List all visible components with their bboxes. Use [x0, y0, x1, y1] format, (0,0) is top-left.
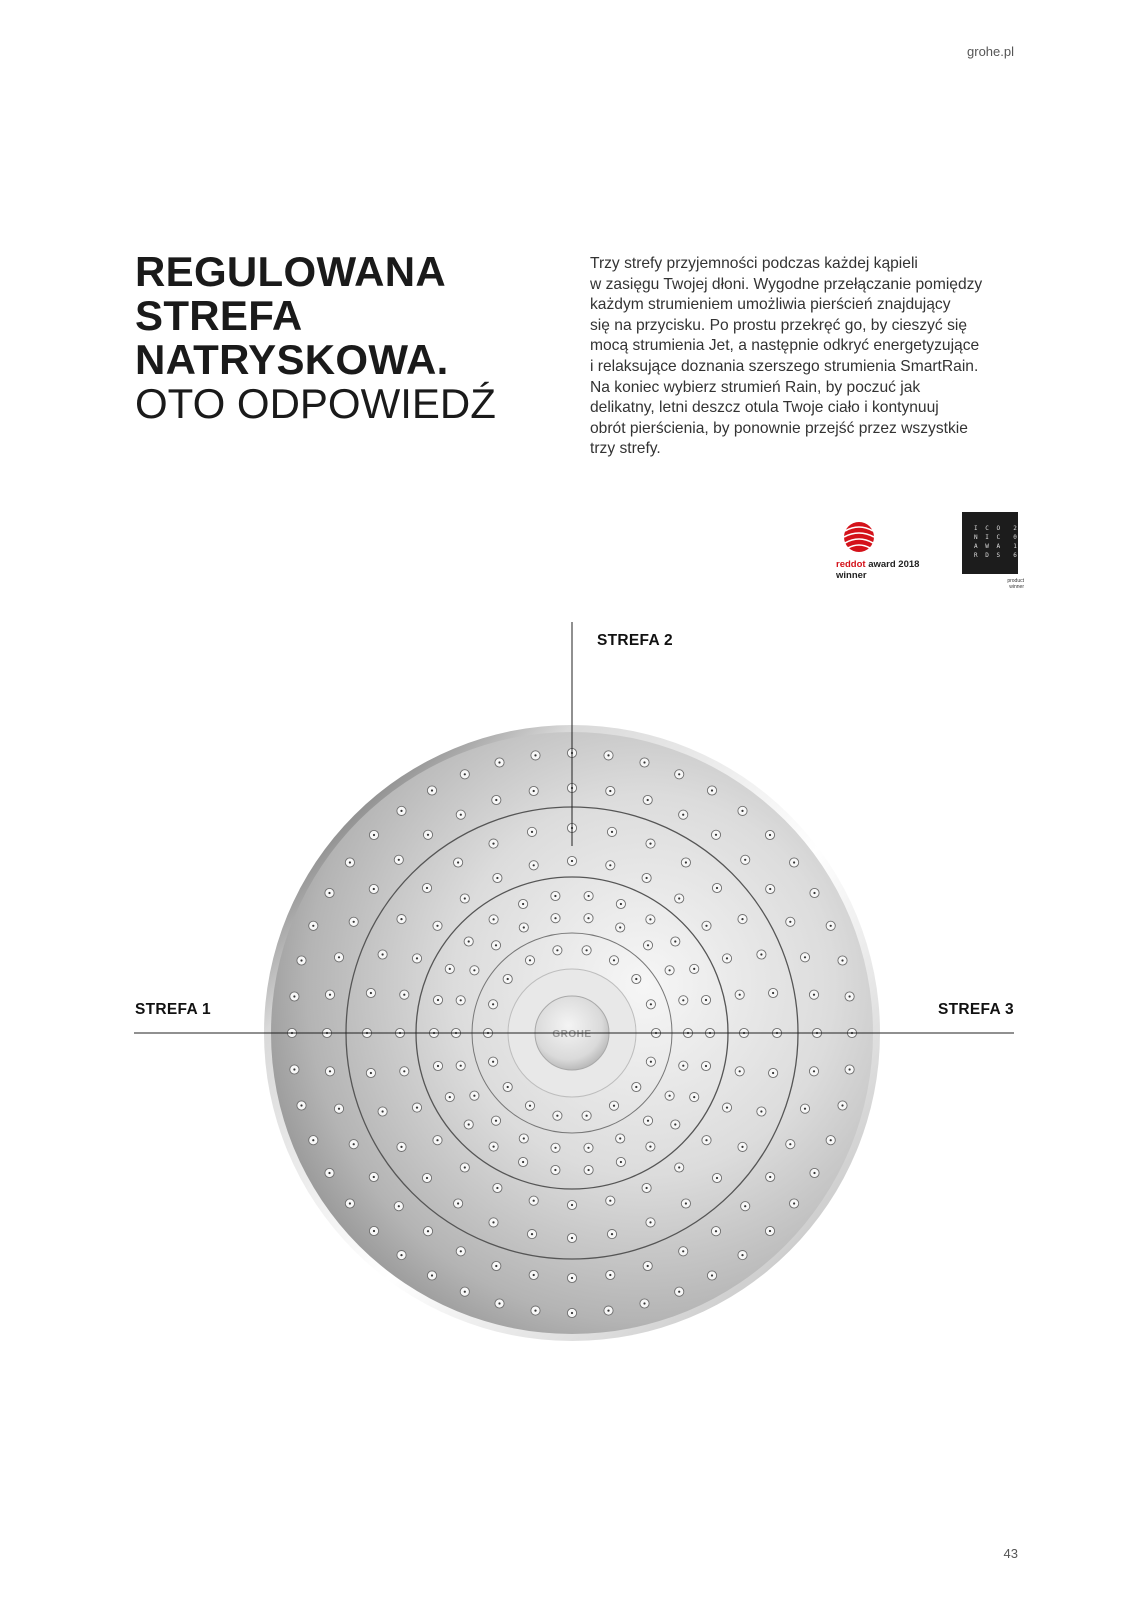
- nozzle-hole: [678, 897, 680, 899]
- nozzle-hole: [400, 1146, 402, 1148]
- nozzle-hole: [619, 1137, 621, 1139]
- nozzle-hole: [571, 1237, 573, 1239]
- nozzle-hole: [715, 1230, 717, 1232]
- nozzle-hole: [607, 1310, 609, 1312]
- nozzle-hole: [495, 1120, 497, 1122]
- nozzle-hole: [349, 861, 351, 863]
- nozzle-hole: [398, 859, 400, 861]
- body-line: się na przycisku. Po prostu przekręć go, by cieszyć się: [590, 316, 967, 334]
- nozzle-hole: [460, 814, 462, 816]
- nozzle-hole: [650, 1061, 652, 1063]
- nozzle-hole: [793, 1202, 795, 1204]
- nozzle-hole: [312, 925, 314, 927]
- nozzle-hole: [711, 1274, 713, 1276]
- nozzle-hole: [427, 1230, 429, 1232]
- body-line: i relaksujące doznania szerszego strumienia SmartRain.: [590, 357, 979, 375]
- nozzle-hole: [613, 1105, 615, 1107]
- nozzle-hole: [353, 1143, 355, 1145]
- nozzle-hole: [416, 1107, 418, 1109]
- nozzle-hole: [769, 1230, 771, 1232]
- nozzle-hole: [496, 877, 498, 879]
- nozzle-hole: [705, 999, 707, 1001]
- nozzle-hole: [300, 1104, 302, 1106]
- nozzle-hole: [554, 1147, 556, 1149]
- nozzle-hole: [460, 1065, 462, 1067]
- nozzle-hole: [609, 864, 611, 866]
- nozzle-hole: [609, 1200, 611, 1202]
- nozzle-hole: [492, 1221, 494, 1223]
- nozzle-hole: [533, 864, 535, 866]
- nozzle-hole: [685, 1202, 687, 1204]
- nozzle-hole: [650, 1003, 652, 1005]
- nozzle-hole: [492, 1003, 494, 1005]
- nozzle-hole: [460, 1250, 462, 1252]
- nozzle-hole: [436, 925, 438, 927]
- nozzle-hole: [741, 918, 743, 920]
- nozzle-hole: [571, 1277, 573, 1279]
- nozzle-hole: [534, 1310, 536, 1312]
- nozzle-hole: [609, 1274, 611, 1276]
- nozzle-hole: [495, 799, 497, 801]
- nozzle-hole: [674, 940, 676, 942]
- zone-3-label: STREFA 3: [938, 1001, 1014, 1018]
- nozzle-hole: [437, 1065, 439, 1067]
- nozzle-hole: [611, 831, 613, 833]
- nozzle-hole: [635, 1086, 637, 1088]
- nozzle-hole: [556, 1115, 558, 1117]
- body-line: każdym strumieniem umożliwia pierścień znajdujący: [590, 296, 951, 314]
- site-url: grohe.pl: [967, 44, 1014, 59]
- nozzle-hole: [329, 994, 331, 996]
- reddot-winner: winner: [836, 570, 867, 581]
- headline-line-3: NATRYSKOWA.: [135, 336, 449, 383]
- nozzle-hole: [693, 968, 695, 970]
- nozzle-hole: [531, 831, 533, 833]
- reddot-word: reddot: [836, 559, 866, 570]
- nozzle-hole: [769, 888, 771, 890]
- nozzle-hole: [493, 918, 495, 920]
- nozzle-hole: [498, 761, 500, 763]
- nozzle-hole: [813, 1172, 815, 1174]
- nozzle-hole: [338, 1108, 340, 1110]
- nozzle-hole: [533, 1200, 535, 1202]
- nozzle-hole: [789, 1143, 791, 1145]
- grohe-logo: GROHE: [552, 1029, 592, 1040]
- nozzle-hole: [370, 1072, 372, 1074]
- nozzle-hole: [744, 859, 746, 861]
- nozzle-hole: [473, 1095, 475, 1097]
- nozzle-hole: [772, 1072, 774, 1074]
- nozzle-hole: [669, 1095, 671, 1097]
- nozzle-hole: [460, 999, 462, 1001]
- nozzle-hole: [533, 790, 535, 792]
- nozzle-hole: [744, 1205, 746, 1207]
- nozzle-hole: [554, 917, 556, 919]
- nozzle-hole: [682, 1065, 684, 1067]
- nozzle-hole: [588, 895, 590, 897]
- nozzle-hole: [382, 1110, 384, 1112]
- nozzle-hole: [556, 949, 558, 951]
- nozzle-hole: [711, 789, 713, 791]
- nozzle-hole: [769, 1176, 771, 1178]
- nozzle-hole: [507, 978, 509, 980]
- nozzle-hole: [813, 892, 815, 894]
- nozzle-hole: [382, 953, 384, 955]
- nozzle-hole: [495, 944, 497, 946]
- nozzle-hole: [400, 810, 402, 812]
- nozzle-hole: [682, 814, 684, 816]
- nozzle-hole: [620, 903, 622, 905]
- nozzle-hole: [468, 940, 470, 942]
- nozzle-hole: [427, 834, 429, 836]
- nozzle-hole: [586, 1115, 588, 1117]
- nozzle-hole: [607, 754, 609, 756]
- nozzle-hole: [522, 1161, 524, 1163]
- nozzle-hole: [498, 1302, 500, 1304]
- nozzle-hole: [293, 995, 295, 997]
- nozzle-hole: [620, 1161, 622, 1163]
- nozzle-hole: [400, 918, 402, 920]
- nozzle-hole: [496, 1187, 498, 1189]
- nozzle-hole: [760, 953, 762, 955]
- nozzle-hole: [587, 917, 589, 919]
- nozzle-hole: [646, 877, 648, 879]
- nozzle-hole: [457, 1202, 459, 1204]
- nozzle-hole: [507, 1086, 509, 1088]
- nozzle-hole: [436, 1139, 438, 1141]
- nozzle-hole: [554, 895, 556, 897]
- body-line: delikatny, letni deszcz otula Twoje ciało i kontynuuj: [590, 399, 939, 417]
- nozzle-hole: [373, 1230, 375, 1232]
- nozzle-hole: [772, 992, 774, 994]
- nozzle-hole: [849, 995, 851, 997]
- reddot-award-year: award 2018: [865, 559, 920, 570]
- nozzle-hole: [693, 1096, 695, 1098]
- nozzle-hole: [649, 1221, 651, 1223]
- nozzle-hole: [647, 799, 649, 801]
- nozzle-hole: [682, 1250, 684, 1252]
- nozzle-hole: [328, 1172, 330, 1174]
- nozzle-hole: [647, 944, 649, 946]
- nozzle-hole: [647, 1265, 649, 1267]
- nozzle-hole: [492, 843, 494, 845]
- nozzle-hole: [492, 1061, 494, 1063]
- nozzle-hole: [716, 1177, 718, 1179]
- nozzle-hole: [457, 861, 459, 863]
- nozzle-hole: [554, 1169, 556, 1171]
- nozzle-hole: [523, 1137, 525, 1139]
- nozzle-hole: [739, 1070, 741, 1072]
- nozzle-hole: [468, 1123, 470, 1125]
- nozzle-hole: [635, 978, 637, 980]
- nozzle-hole: [669, 969, 671, 971]
- nozzle-hole: [619, 926, 621, 928]
- nozzle-hole: [495, 1265, 497, 1267]
- nozzle-hole: [531, 1233, 533, 1235]
- zone-1-label: STREFA 1: [135, 1001, 211, 1018]
- nozzle-hole: [647, 1120, 649, 1122]
- nozzle-hole: [464, 1291, 466, 1293]
- nozzle-hole: [571, 1204, 573, 1206]
- nozzle-hole: [789, 921, 791, 923]
- nozzle-hole: [403, 1070, 405, 1072]
- nozzle-hole: [329, 1070, 331, 1072]
- nozzle-hole: [571, 1312, 573, 1314]
- nozzle-hole: [760, 1110, 762, 1112]
- nozzle-hole: [312, 1139, 314, 1141]
- nozzle-hole: [674, 1123, 676, 1125]
- nozzle-hole: [400, 1254, 402, 1256]
- nozzle-hole: [611, 1233, 613, 1235]
- nozzle-hole: [741, 1254, 743, 1256]
- nozzle-hole: [431, 1274, 433, 1276]
- nozzle-hole: [643, 761, 645, 763]
- nozzle-hole: [716, 887, 718, 889]
- nozzle-hole: [643, 1302, 645, 1304]
- nozzle-hole: [449, 1096, 451, 1098]
- nozzle-hole: [571, 860, 573, 862]
- body-line: obrót pierścienia, by ponownie przejść przez wszystkie: [590, 419, 968, 437]
- nozzle-hole: [533, 1274, 535, 1276]
- nozzle-hole: [646, 1187, 648, 1189]
- nozzle-hole: [373, 834, 375, 836]
- nozzle-hole: [804, 1108, 806, 1110]
- headline-line-4: OTO ODPOWIEDŹ: [135, 380, 496, 427]
- nozzle-hole: [586, 949, 588, 951]
- nozzle-hole: [349, 1202, 351, 1204]
- nozzle-hole: [841, 959, 843, 961]
- body-line: trzy strefy.: [590, 440, 661, 458]
- nozzle-hole: [373, 888, 375, 890]
- nozzle-hole: [830, 1139, 832, 1141]
- nozzle-hole: [416, 957, 418, 959]
- nozzle-hole: [426, 1177, 428, 1179]
- nozzle-hole: [338, 956, 340, 958]
- nozzle-hole: [523, 926, 525, 928]
- nozzle-hole: [830, 925, 832, 927]
- nozzle-hole: [705, 925, 707, 927]
- nozzle-hole: [813, 1070, 815, 1072]
- nozzle-hole: [741, 1146, 743, 1148]
- body-line: w zasięgu Twojej dłoni. Wygodne przełączanie pomiędzy: [590, 275, 983, 293]
- nozzle-hole: [739, 994, 741, 996]
- nozzle-hole: [741, 810, 743, 812]
- nozzle-hole: [613, 959, 615, 961]
- nozzle-hole: [529, 1105, 531, 1107]
- nozzle-hole: [464, 773, 466, 775]
- nozzle-hole: [403, 994, 405, 996]
- nozzle-hole: [715, 834, 717, 836]
- nozzle-hole: [705, 1139, 707, 1141]
- body-line: Trzy strefy przyjemności podczas każdej kąpieli: [590, 255, 918, 272]
- nozzle-hole: [587, 1147, 589, 1149]
- nozzle-hole: [588, 1169, 590, 1171]
- nozzle-hole: [473, 969, 475, 971]
- body-line: mocą strumienia Jet, a następnie odkryć energetyzujące: [590, 337, 980, 355]
- iconic-award-grid: I C O 2 N I C 0 A W A 1 R D S 6: [974, 525, 1019, 559]
- nozzle-hole: [431, 789, 433, 791]
- nozzle-hole: [726, 957, 728, 959]
- nozzle-hole: [534, 754, 536, 756]
- nozzle-hole: [726, 1107, 728, 1109]
- nozzle-hole: [813, 994, 815, 996]
- nozzle-hole: [769, 834, 771, 836]
- headline-line-2: STREFA: [135, 292, 303, 339]
- nozzle-hole: [373, 1176, 375, 1178]
- nozzle-hole: [464, 897, 466, 899]
- nozzle-hole: [678, 773, 680, 775]
- nozzle-hole: [493, 1146, 495, 1148]
- nozzle-hole: [464, 1166, 466, 1168]
- nozzle-hole: [682, 999, 684, 1001]
- page-number: 43: [1003, 1546, 1018, 1561]
- nozzle-hole: [804, 956, 806, 958]
- iconic-award-caption: product winner: [1007, 578, 1024, 590]
- nozzle-hole: [793, 861, 795, 863]
- nozzle-hole: [529, 959, 531, 961]
- zone-2-label: STREFA 2: [597, 632, 673, 649]
- nozzle-hole: [293, 1068, 295, 1070]
- nozzle-hole: [426, 887, 428, 889]
- nozzle-hole: [300, 959, 302, 961]
- nozzle-hole: [449, 968, 451, 970]
- nozzle-hole: [353, 921, 355, 923]
- nozzle-hole: [685, 861, 687, 863]
- nozzle-hole: [398, 1205, 400, 1207]
- nozzle-hole: [609, 790, 611, 792]
- body-line: Na koniec wybierz strumień Rain, by poczuć jak: [590, 378, 921, 396]
- nozzle-hole: [678, 1291, 680, 1293]
- nozzle-hole: [522, 903, 524, 905]
- headline-line-1: REGULOWANA: [135, 248, 446, 295]
- nozzle-hole: [328, 892, 330, 894]
- nozzle-hole: [370, 992, 372, 994]
- nozzle-hole: [705, 1065, 707, 1067]
- nozzle-hole: [437, 999, 439, 1001]
- nozzle-hole: [649, 918, 651, 920]
- nozzle-hole: [678, 1166, 680, 1168]
- nozzle-hole: [649, 1146, 651, 1148]
- nozzle-hole: [849, 1068, 851, 1070]
- nozzle-hole: [649, 843, 651, 845]
- nozzle-hole: [841, 1104, 843, 1106]
